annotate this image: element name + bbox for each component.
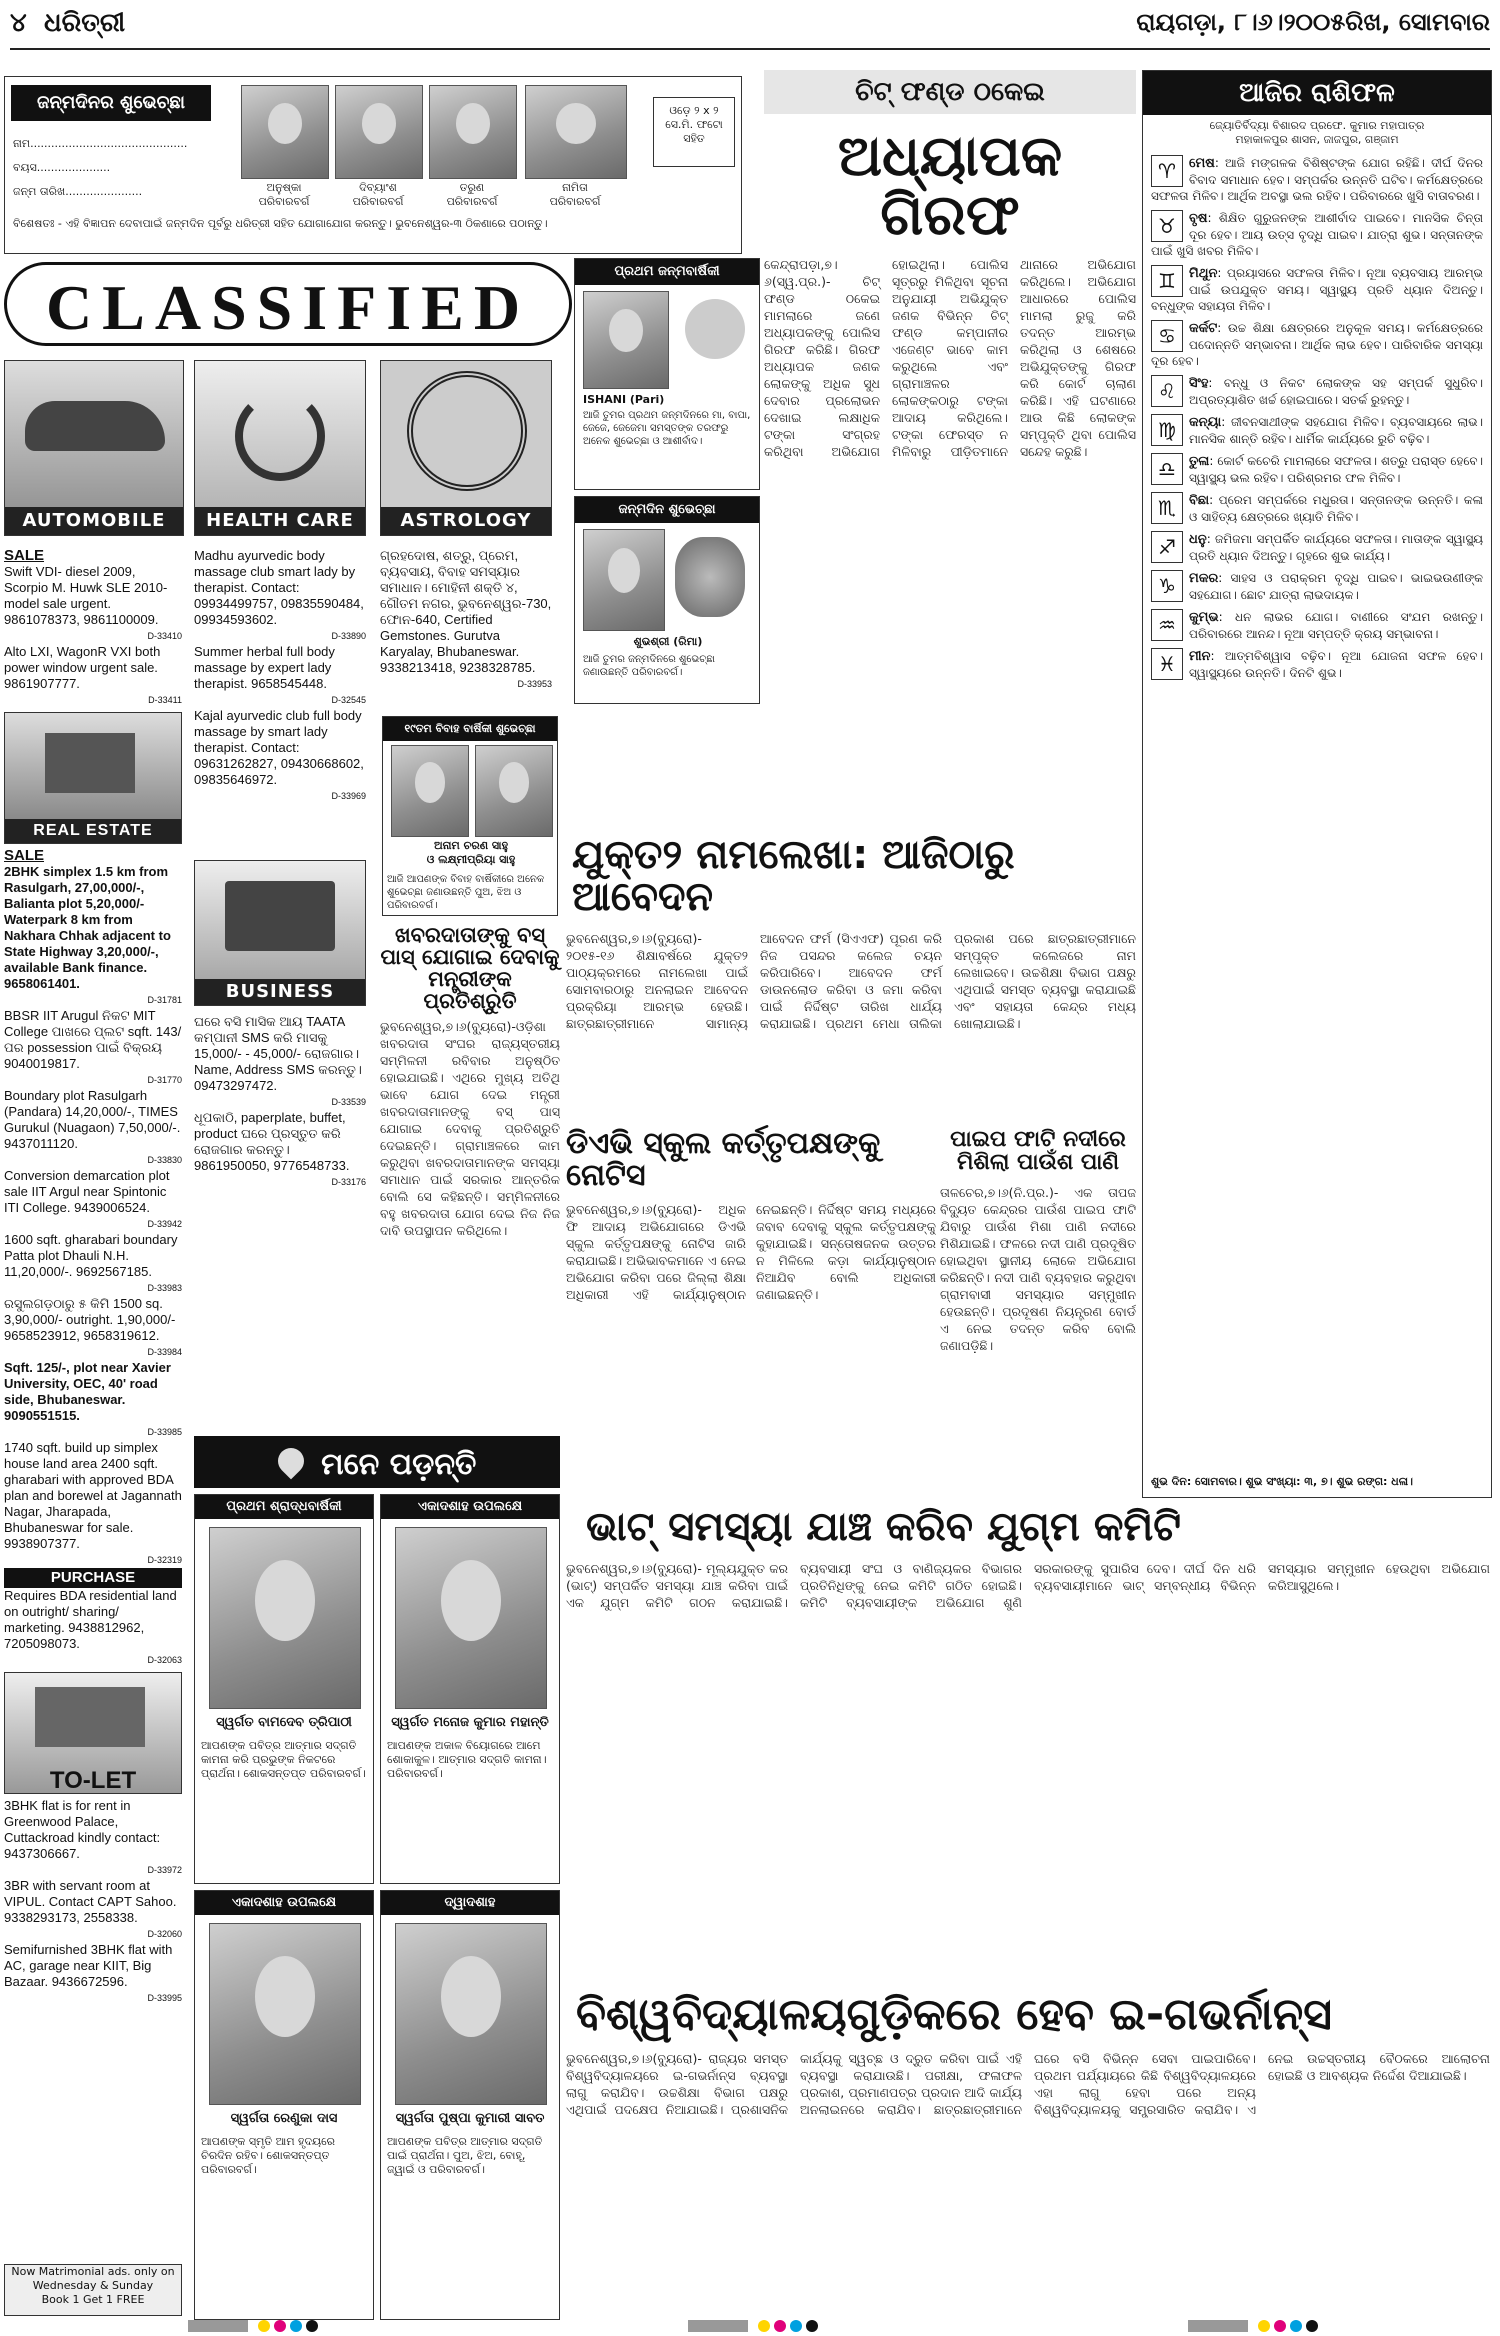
first-birthday-title: ପ୍ରଥମ ଜନ୍ମବାର୍ଷିକୀ	[575, 259, 759, 285]
real-estate-label: REAL ESTATE	[5, 819, 181, 843]
house-icon	[45, 733, 135, 793]
memorial-name: ସ୍ୱର୍ଗତ ମନୋଜ କୁମାର ମହାନ୍ତି	[391, 1715, 549, 1730]
ad-code: D-33890	[331, 631, 366, 641]
rasi-text: ଶିକ୍ଷିତ ଗୁରୁଜନଙ୍କ ଆଶୀର୍ବାଦ ପାଇବେ। ମାନସିକ ଚିନ୍ତା ଦୂର ହେବ। ଆୟ ଉତ୍ସ ବୃଦ୍ଧି ପାଇବ। ଯାତ୍ରା ଶୁଭ। ସନ୍ତାନଙ୍କ ପାଇଁ ଖୁସି ଖବର ମିଳିବ।	[1151, 211, 1483, 258]
rasi-text: ପ୍ରେମ ସମ୍ପର୍କରେ ମଧୁରତା। ସନ୍ତାନଙ୍କ ଉନ୍ନତି। କଳା ଓ ସାହିତ୍ୟ କ୍ଷେତ୍ରରେ ଖ୍ୟାତି ମିଳିବ।	[1189, 493, 1483, 524]
memorial-photo	[395, 1923, 547, 2105]
flowers-icon	[675, 537, 745, 617]
zodiac-sign-icon: ♓	[1151, 648, 1183, 680]
pipe-article	[940, 1124, 1136, 1464]
memorial-photo	[395, 1527, 547, 1709]
rasi-name: ବିଛା	[1189, 493, 1210, 508]
zodiac-sign-icon: ♐	[1151, 531, 1183, 563]
rasi-item: ♌ ସିଂହ: ବନ୍ଧୁ ଓ ନିକଟ ଲୋକଙ୍କ ସହ ସମ୍ପର୍କ ସୁଧୁରିବ। ଅପ୍ରତ୍ୟାଶିତ ଖର୍ଚ୍ଚ ହୋଇପାରେ। ସତର୍କ ରୁହନ୍ତୁ।	[1151, 375, 1483, 408]
rasi-item: ♑ ମକର: ସାହସ ଓ ପରାକ୍ରମ ବୃଦ୍ଧି ପାଇବ। ଭାଇଭଉଣୀଙ୍କ ସହଯୋଗ। ଛୋଟ ଯାତ୍ରା ଲାଭଦାୟକ।	[1151, 570, 1483, 603]
ad-code: D-33942	[147, 1219, 182, 1229]
to-let-tile	[4, 1672, 182, 1794]
rasi-item: ♋ କର୍କଟ: ଉଚ୍ଚ ଶିକ୍ଷା କ୍ଷେତ୍ରରେ ଅନୁକୂଳ ସମୟ। କର୍ମକ୍ଷେତ୍ରରେ ପଦୋନ୍ନତି ସମ୍ଭାବନା। ଆର୍ଥିକ ଲାଭ ହେବ। ପାରିବାରିକ ସମସ୍ୟା ଦୂର ହେବ।	[1151, 321, 1483, 368]
rasi-name: ମିଥୁନ	[1189, 266, 1218, 281]
wedding-text: ଆଜି ଆପଣଙ୍କ ବିବାହ ବାର୍ଷିକୀରେ ଅନେକ ଶୁଭେଚ୍ଛା ଜଣାଉଛନ୍ତି ପୁଅ, ଝିଅ ଓ ପରିବାରବର୍ଗ।	[387, 874, 545, 911]
classified-title: CLASSIFIED	[45, 272, 531, 343]
ad-code: D-32545	[331, 695, 366, 705]
car-icon	[25, 401, 165, 451]
rasi-name: କର୍କଟ	[1189, 321, 1218, 336]
ad-code: D-33953	[517, 679, 552, 689]
rasi-item: ♓ ମୀନ: ଆତ୍ମବିଶ୍ୱାସ ବଢ଼ିବ। ନୂଆ ଯୋଜନା ସଫଳ ହେବ। ସ୍ୱାସ୍ଥ୍ୟରେ ଉନ୍ନତି। ଦିନଟି ଶୁଭ।	[1151, 648, 1483, 681]
dav-body: ଭୁବନେଶ୍ୱର,୭।୬(ବ୍ୟୁରୋ)- ଅଧିକ ଫି ଆଦାୟ ଅଭିଯୋଗରେ ଡିଏଭି ସ୍କୁଲ କର୍ତ୍ତୃପକ୍ଷଙ୍କୁ ନୋଟିସ ଜାରି କରାଯାଇଛି। ଅଭିଭାବକମାନେ ଏ ନେଇ ଅଭିଯୋଗ କରିବା ପରେ ଜିଲ୍ଲା ଶିକ୍ଷା ଅଧିକାରୀ ଏହି କାର୍ଯ୍ୟାନୁଷ୍ଠାନ ନେଇଛନ୍ତି। ନିର୍ଦ୍ଦିଷ୍ଟ ସମୟ ମଧ୍ୟରେ ଜବାବ ଦେବାକୁ ସ୍କୁଲ କର୍ତ୍ତୃପକ୍ଷଙ୍କୁ କୁହାଯାଇଛି। ସନ୍ତୋଷଜନକ ଉତ୍ତର ନ ମିଳିଲେ କଡ଼ା କାର୍ଯ୍ୟାନୁଷ୍ଠାନ ନିଆଯିବ ବୋଲି ଅଧିକାରୀ ଜଣାଇଛନ୍ତି।	[566, 1202, 936, 1302]
ad-code: D-33411	[148, 695, 182, 705]
ad-text: Summer herbal full body massage by expert lady therapist. 9658545448.	[194, 644, 335, 691]
rasi-text: ଧନ ଲାଭର ଯୋଗ। ବାଣୀରେ ସଂଯମ ରଖନ୍ତୁ। ପରିବାରରେ ଆନନ୍ଦ। ନୂଆ ସମ୍ପତ୍ତି କ୍ରୟ ସମ୍ଭାବନା।	[1189, 610, 1483, 641]
ads-column-2	[194, 548, 366, 908]
matrimonial-note: Now Matrimonial ads. only on Wednesday & Sunday Book 1 Get 1 FREE	[4, 2264, 182, 2316]
plus2-headline: ଯୁକ୍ତ୨ ନାମଲେଖା: ଆଜିଠାରୁ ଆବେଦନ	[572, 832, 1015, 920]
rasi-text: ବନ୍ଧୁ ଓ ନିକଟ ଲୋକଙ୍କ ସହ ସମ୍ପର୍କ ସୁଧୁରିବ। ଅପ୍ରତ୍ୟାଶିତ ଖର୍ଚ୍ଚ ହୋଇପାରେ। ସତର୍କ ରୁହନ୍ତୁ।	[1189, 376, 1483, 407]
bhat-article	[566, 1502, 1490, 1982]
ad-code: D-33969	[331, 791, 366, 801]
ad-text: 3BHK flat is for rent in Greenwood Palace, Cuttackroad kindly contact: 9437306667.	[4, 1798, 161, 1861]
groom-photo	[391, 745, 469, 837]
zodiac-sign-icon: ♋	[1151, 320, 1183, 352]
zodiac-sign-icon: ♌	[1151, 375, 1183, 407]
ad-code: D-33410	[147, 631, 182, 641]
bride-photo	[475, 745, 553, 837]
business-tile	[194, 860, 366, 1006]
dav-headline: ଡିଏଭି ସ୍କୁଲ କର୍ତ୍ତୃପକ୍ଷଙ୍କୁ ନୋଟିସ	[566, 1126, 881, 1193]
rasi-text: ସାହସ ଓ ପରାକ୍ରମ ବୃଦ୍ଧି ପାଇବ। ଭାଇଭଉଣୀଙ୍କ ସହଯୋଗ। ଛୋଟ ଯାତ୍ରା ଲାଭଦାୟକ।	[1189, 571, 1483, 602]
pipe-body: ତାଳଚେର,୭।୬(ନି.ପ୍ର.)- ଏକ ତାପଜ ବିଦ୍ୟୁତ କେନ୍ଦ୍ରର ପାଉଁଶ ପାଇପ ଫାଟି ଯିବାରୁ ପାଉଁଶ ମିଶା ପାଣି ନଦୀରେ ମିଶିଯାଇଛି। ଫଳରେ ନଦୀ ପାଣି ପ୍ରଦୂଷିତ ହୋଇଥିବା ସ୍ଥାନୀୟ ଲୋକେ ଅଭିଯୋଗ କରିଛନ୍ତି। ନଦୀ ପାଣି ବ୍ୟବହାର କରୁଥିବା ଗ୍ରାମବାସୀ ସମସ୍ୟାର ସମ୍ମୁଖୀନ ହେଉଛନ୍ତି। ପ୍ରଦୂଷଣ ନିୟନ୍ତ୍ରଣ ବୋର୍ଡ ଏ ନେଇ ତଦନ୍ତ କରିବ ବୋଲି ଜଣାପଡ଼ିଛି।	[940, 1185, 1136, 1354]
rasi-text: ପ୍ରୟାସରେ ସଫଳତା ମିଳିବ। ନୂଆ ବ୍ୟବସାୟ ଆରମ୍ଭ ପାଇଁ ଉପଯୁକ୍ତ ସମୟ। ସ୍ୱାସ୍ଥ୍ୟ ପ୍ରତି ଧ୍ୟାନ ଦିଅନ୍ତୁ। ବନ୍ଧୁଙ୍କ ସହାୟତା ମିଳିବ।	[1151, 266, 1483, 313]
bhat-headline: ଭାଟ୍ ସମସ୍ୟା ଯାଞ୍ଚ କରିବ ଯୁଗ୍ମ କମିଟି	[586, 1504, 1182, 1550]
first-birthday-box	[574, 258, 760, 490]
memorial-text: ଆପଣଙ୍କ ସ୍ମୃତି ଆମ ହୃଦୟରେ ଚିରଦିନ ରହିବ। ଶୋକସନ୍ତପ୍ତ ପରିବାରବର୍ଗ।	[201, 2135, 335, 2176]
photo-size-note: ଓଡ଼େ ୨ x ୨ ସେ.ମି. ଫଟୋ ସହିତ	[653, 97, 735, 167]
memorial-photo	[209, 1527, 361, 1709]
photo-caption-3: ତରୁଣ ପରିବାରବର୍ଗ	[446, 181, 498, 208]
stethoscope-icon	[235, 391, 325, 481]
rasi-text: ଆତ୍ମବିଶ୍ୱାସ ବଢ଼ିବ। ନୂଆ ଯୋଜନା ସଫଳ ହେବ। ସ୍ୱାସ୍ଥ୍ୟରେ ଉନ୍ନତି। ଦିନଟି ଶୁଭ।	[1189, 649, 1483, 680]
memorial-name: ସ୍ୱର୍ଗତା ରେଣୁକା ଦାସ	[230, 2111, 338, 2126]
ad-code: D-33830	[147, 1155, 182, 1165]
ad-code: D-32060	[147, 1929, 182, 1939]
ad-code: D-32319	[147, 1555, 182, 1565]
rasi-name: ଧନୁ	[1189, 532, 1207, 547]
rasi-name: ବୃଷ	[1189, 211, 1208, 226]
child-photo	[583, 291, 669, 389]
rasi-name: ମକର	[1189, 571, 1219, 586]
ad-text: Semifurnished 3BHK flat with AC, garage near KIIT, Big Bazaar. 9436672596.	[4, 1942, 173, 1989]
automobile-label: AUTOMOBILE	[5, 507, 183, 535]
memorial-item-title: ଏକାଦଶାହ ଉପଲକ୍ଷେ	[381, 1495, 559, 1519]
astrology-tile	[380, 360, 552, 536]
birthday-greetings-title: ଜନ୍ମଦିନର ଶୁଭେଚ୍ଛା	[11, 85, 211, 121]
registration-bar-1	[180, 2317, 320, 2336]
masthead-rule	[10, 48, 1490, 50]
photo-caption-4: ନାମିତା ପରିବାରବର୍ଗ	[549, 181, 601, 208]
memorial-item-2	[380, 1494, 560, 1884]
memorial-photo	[209, 1923, 361, 2105]
ad-text: Kajal ayurvedic club full body massage by smart lady therapist. Contact: 09631262827, 09430668602, 09835646972.	[194, 708, 364, 787]
memorial-banner	[194, 1436, 560, 1488]
first-birthday-text: ଆଜି ତୁମର ପ୍ରଥମ ଜନ୍ମଦିନରେ ମା, ବାପା, ଜେଜେ, ଜେଜେମା ସମସ୍ତଙ୍କ ତରଫରୁ ଅନେକ ଶୁଭେଚ୍ଛା ଓ ଆଶୀର୍ବାଦ।	[583, 410, 751, 447]
zodiac-sign-icon: ♈	[1151, 155, 1183, 187]
chit-fund-kicker: ଚିଟ୍ ଫଣ୍ଡ ଠକେଇ	[764, 70, 1136, 114]
ad-text: ଘରେ ବସି ମାସିକ ଆୟ TAATA କମ୍ପାନୀ SMS କରି ମାସକୁ 15,000/- - 45,000/- ରୋଜଗାର। Name, Address SMS କରନ୍ତୁ। 09473297472.	[194, 1014, 362, 1093]
zodiac-sign-icon: ♉	[1151, 210, 1183, 242]
classified-banner	[4, 262, 572, 346]
ad-text: Boundary plot Rasulgarh (Pandara) 14,20,000/-, TIMES Gurukul (Nuagaon) 7,50,000/-. 9437011120.	[4, 1088, 181, 1151]
ad-text: Swift VDI- diesel 2009, Scorpio M. Huwk SLE 2010- model sale urgent. 9861078373, 9861100009.	[4, 564, 168, 627]
zodiac-sign-icon: ♍	[1151, 414, 1183, 446]
real-estate-tile	[4, 712, 182, 844]
dav-article	[566, 1124, 936, 1464]
astrologer-credit: ଜ୍ୟୋତିର୍ବିଦ୍ୟା ବିଶାରଦ ପ୍ରଫେ. କୁମାର ମହାପାତ୍ର ମହାକାଳପୁର ଶାସନ, ଜାଜପୁର, ଗଞ୍ଜାମ	[1209, 119, 1425, 146]
ad-code: D-33176	[331, 1177, 366, 1187]
memorial-text: ଆପଣଙ୍କ ପବିତ୍ର ଆତ୍ମାର ସଦ୍ଗତି କାମନା କରି ପ୍ରଭୁଙ୍କ ନିକଟରେ ପ୍ରାର୍ଥନା। ଶୋକସନ୍ତପ୍ତ ପରିବାରବର୍ଗ।	[201, 1739, 366, 1780]
health-care-label: HEALTH CARE	[195, 507, 365, 535]
birthday-2-title: ଜନ୍ମଦିନ ଶୁଭେଚ୍ଛା	[575, 497, 759, 523]
diya-icon	[272, 1443, 309, 1480]
ad-sale-head-1: SALE	[4, 548, 45, 564]
house-icon	[35, 1687, 145, 1747]
horoscope-footer: ଶୁଭ ଦିନ: ସୋମବାର। ଶୁଭ ସଂଖ୍ୟା: ୩, ୭। ଶୁଭ ରଙ୍ଗ: ଧଳା।	[1151, 1475, 1413, 1488]
birthday-2-name: ଶୁଭଶ୍ରୀ (ରିମା)	[633, 635, 703, 648]
zodiac-sign-icon: ♊	[1151, 265, 1183, 297]
ad-code: D-32063	[147, 1655, 182, 1665]
balloons-icon	[685, 299, 745, 359]
couple-names: ଅନାମ ଚରଣ ସାହୁ ଓ ଲକ୍ଷ୍ମୀପ୍ରିୟା ସାହୁ	[426, 839, 516, 866]
rasi-text: ଜମିଜମା ସମ୍ପର୍କିତ କାର୍ଯ୍ୟରେ ସଫଳତା। ମାତାଙ୍କ ସ୍ୱାସ୍ଥ୍ୟ ପ୍ରତି ଧ୍ୟାନ ଦିଅନ୍ତୁ। ଗୃହରେ ଶୁଭ କାର୍ଯ୍ୟ।	[1189, 532, 1483, 563]
rasi-name: ମୀନ	[1189, 649, 1211, 664]
birthday-footnote: ବିଶେଷତଃ - ଏହି ବିଜ୍ଞାପନ ଦେବାପାଇଁ ଜନ୍ମଦିନ ପୂର୍ବରୁ ଧରିତ୍ରୀ ସହିତ ଯୋଗାଯୋଗ କରନ୍ତୁ। ଭୁବନେଶ୍ୱର-୩ ଠିକଣାରେ ପଠାନ୍ତୁ।	[13, 217, 548, 230]
ad-text: ଧୂପକାଠି, paperplate, buffet, product ଘରେ ପ୍ରସ୍ତୁତ କରି ରୋଜଗାର କରନ୍ତୁ। 9861950050, 9776548733.	[194, 1110, 350, 1173]
zodiac-sign-icon: ♏	[1151, 492, 1183, 524]
name-field: ନାମ.............................................	[13, 137, 188, 150]
memorial-text: ଆପଣଙ୍କ ପବିତ୍ର ଆତ୍ମାର ସଦ୍ଗତି ପାଇଁ ପ୍ରାର୍ଥନା। ପୁଅ, ଝିଅ, ବୋହୂ, ଜ୍ୱାଇଁ ଓ ପରିବାରବର୍ଗ।	[387, 2135, 543, 2176]
rasi-name: ତୁଳା	[1189, 454, 1210, 469]
horoscope-list	[1143, 151, 1491, 691]
ad-text: Sqft. 125/-, plot near Xavier University, OEC, 40' road side, Bhubaneswar. 9090551515.	[4, 1360, 171, 1423]
zodiac-sign-icon: ♎	[1151, 453, 1183, 485]
child-photo-3	[429, 85, 517, 179]
rasi-item: ♎ ତୁଳା: କୋର୍ଟ କଚେରି ମାମଲାରେ ସଫଳତା। ଶତ୍ରୁ ପରାସ୍ତ ହେବେ। ସ୍ୱାସ୍ଥ୍ୟ ଭଲ ରହିବ। ପରିଶ୍ରମର ଫଳ ମିଳିବ।	[1151, 453, 1483, 486]
age-field: ବୟସ.....................	[13, 161, 111, 174]
pipe-headline: ପାଇପ ଫାଟି ନଦୀରେ ମିଶିଲା ପାଉଁଶ ପାଣି	[950, 1127, 1126, 1176]
laptop-icon	[225, 881, 335, 951]
rasi-text: କୋର୍ଟ କଚେରି ମାମଲାରେ ସଫଳତା। ଶତ୍ରୁ ପରାସ୍ତ ହେବେ। ସ୍ୱାସ୍ଥ୍ୟ ଭଲ ରହିବ। ପରିଶ୍ରମର ଫଳ ମିଳିବ।	[1189, 454, 1483, 485]
registration-bar-3	[1180, 2317, 1320, 2336]
rasi-text: ଜୀବନସାଥୀଙ୍କ ସହଯୋଗ ମିଳିବ। ବ୍ୟବସାୟରେ ଲାଭ। ମାନସିକ ଶାନ୍ତି ରହିବ। ଧାର୍ମିକ କାର୍ଯ୍ୟରେ ରୁଚି ବଢ଼ିବ।	[1189, 415, 1483, 446]
astrology-ad	[380, 548, 552, 728]
photo-caption-2: ଦିବ୍ୟାଂଶ ପରିବାରବର୍ଗ	[352, 181, 404, 208]
memorial-title: ମନେ ପଡ଼ନ୍ତି	[321, 1447, 477, 1482]
child-name: ISHANI (Pari)	[583, 393, 665, 406]
wedding-title: ୧୯ତମ ବିବାହ ବାର୍ଷିକୀ ଶୁଭେଚ୍ଛା	[383, 717, 557, 741]
ad-text: Alto LXI, WagonR VXI both power window urgent sale. 9861907777.	[4, 644, 161, 691]
ad-code: D-31781	[147, 995, 182, 1005]
ad-code: D-31770	[147, 1075, 182, 1085]
rasi-text: ଆଜି ମଙ୍ଗଳକ ବିଶିଷ୍ଟଙ୍କ ଯୋଗ ରହିଛି। ଦୀର୍ଘ ଦିନର ବିବାଦ ସମାଧାନ ହେବ। ସମ୍ପର୍କର ଉନ୍ନତି ଘଟିବ। କର୍ମକ୍ଷେତ୍ରରେ ସଫଳତା ମିଳିବ। ଆର୍ଥିକ ଅବସ୍ଥା ଭଲ ରହିବ। ପରିବାରରେ ଖୁସି ବାତାବରଣ।	[1151, 156, 1483, 203]
rasi-item: ♏ ବିଛା: ପ୍ରେମ ସମ୍ପର୍କରେ ମଧୁରତା। ସନ୍ତାନଙ୍କ ଉନ୍ନତି। କଳା ଓ ସାହିତ୍ୟ କ୍ଷେତ୍ରରେ ଖ୍ୟାତି ମିଳିବ।	[1151, 492, 1483, 525]
memorial-item-title: ଏକାଦଶାହ ଉପଲକ୍ଷେ	[195, 1891, 373, 1915]
child-photo-1	[241, 85, 329, 179]
memorial-name: ସ୍ୱର୍ଗତା ପୁଷ୍ପା କୁମାରୀ ସାବତ	[395, 2111, 545, 2126]
ad-sale-head-2: SALE	[4, 847, 45, 864]
rasi-name: ସିଂହ	[1189, 376, 1209, 391]
zodiac-sign-icon: ♑	[1151, 570, 1183, 602]
purchase-head: PURCHASE	[4, 1568, 182, 1588]
birthday-2-text: ଆଜି ତୁମର ଜନ୍ମଦିନରେ ଶୁଭେଚ୍ଛା ଜଣାଉଛନ୍ତି ପରିବାରବର୍ଗ।	[583, 654, 716, 678]
egov-article	[566, 1990, 1490, 2308]
ad-text: ରସୁଲଗଡ଼ଠାରୁ ୫ କିମି 1500 sq. 3,90,000/- outright. 1,90,000/- 9658523912, 9658319612.	[4, 1296, 176, 1343]
registration-marks	[0, 2318, 1500, 2334]
horoscope-box	[1142, 70, 1492, 1498]
memorial-item-4	[380, 1890, 560, 2320]
plus2-body: ଭୁବନେଶ୍ୱର,୭।୬(ବ୍ୟୁରୋ)- ୨୦୧୫-୧୬ ଶିକ୍ଷାବର୍ଷରେ ଯୁକ୍ତ୨ ପାଠ୍ୟକ୍ରମରେ ନାମଲେଖା ପାଇଁ ସୋମବାରଠାରୁ ଅନଲାଇନ ଆବେଦନ ପ୍ରକ୍ରିୟା ଆରମ୍ଭ ହେଉଛି। ଛାତ୍ରଛାତ୍ରୀମାନେ ସାମାନ୍ୟ ଆବେଦନ ଫର୍ମ (ସିଏଏଫ) ପୂରଣ କରି ନିଜ ପସନ୍ଦର କଲେଜ ଚୟନ କରିପାରିବେ। ଆବେଦନ ଫର୍ମ ଡାଉନଲୋଡ କରିବା ଓ ଜମା କରିବା ପାଇଁ ନିର୍ଦ୍ଦିଷ୍ଟ ତାରିଖ ଧାର୍ଯ୍ୟ କରାଯାଇଛି। ପ୍ରଥମ ମେଧା ତାଲିକା ପ୍ରକାଶ ପରେ ଛାତ୍ରଛାତ୍ରୀମାନେ ସମ୍ପୃକ୍ତ କଲେଜରେ ନାମ ଲେଖାଇବେ। ଉଚ୍ଚଶିକ୍ଷା ବିଭାଗ ପକ୍ଷରୁ ଏଥିପାଇଁ ସମସ୍ତ ବ୍ୟବସ୍ଥା କରାଯାଇଛି ଏବଂ ସହାୟତା କେନ୍ଦ୍ର ମଧ୍ୟ ଖୋଲାଯାଇଛି।	[566, 931, 1136, 1031]
memorial-item-title: ଦ୍ୱାଦଶାହ	[381, 1891, 559, 1915]
zodiac-wheel-icon	[407, 371, 527, 491]
ad-code: D-33972	[147, 1865, 182, 1875]
child-photo-2	[335, 85, 423, 179]
memorial-item-3	[194, 1890, 374, 2320]
photo-caption-1: ଅନୁଷ୍କା ପରିବାରବର୍ଗ	[258, 181, 310, 208]
health-care-tile	[194, 360, 366, 536]
reporters-headline: ଖବରଦାତାଙ୍କୁ ବସ୍ ପାସ୍ ଯୋଗାଇ ଦେବାକୁ ମନ୍ତ୍ରୀଙ୍କ ପ୍ରତିଶ୍ରୁତି	[380, 923, 560, 1014]
horoscope-title: ଆଜିର ରାଶିଫଳ	[1143, 71, 1491, 115]
dob-field: ଜନ୍ମ ତାରିଖ......................	[13, 185, 143, 198]
rasi-name: କୁମ୍ଭ	[1189, 610, 1219, 625]
ad-text: 3BR with servant room at VIPUL. Contact CAPT Sahoo. 9338293173, 2558338.	[4, 1878, 177, 1925]
rasi-name: ମେଷ	[1189, 156, 1215, 171]
ad-text: Requires BDA residential land on outright/ sharing/ marketing. 9438812962, 7205098073.	[4, 1588, 177, 1651]
chit-fund-headline: ଅଧ୍ୟାପକ ଗିରଫ	[837, 124, 1063, 248]
ad-code: D-33985	[147, 1427, 182, 1437]
dateline: ରାୟଗଡ଼ା, ୮।୬।୨୦୦୫ରିଖ, ସୋମବାର	[1136, 8, 1490, 36]
zodiac-sign-icon: ♒	[1151, 609, 1183, 641]
reporters-body: ଭୁବନେଶ୍ୱର,୭।୬(ବ୍ୟୁରୋ)-ଓଡ଼ିଶା ଖବରଦାତା ସଂଘର ରାଜ୍ୟସ୍ତରୀୟ ସମ୍ମିଳନୀ ରବିବାର ଅନୁଷ୍ଠିତ ହୋଇଯାଇଛି। ଏଥିରେ ମୁଖ୍ୟ ଅତିଥି ଭାବେ ଯୋଗ ଦେଇ ମନ୍ତ୍ରୀ ଖବରଦାତାମାନଙ୍କୁ ବସ୍ ପାସ୍ ଯୋଗାଇ ଦେବାକୁ ପ୍ରତିଶ୍ରୁତି ଦେଇଛନ୍ତି। ଗ୍ରାମାଞ୍ଚଳରେ କାମ କରୁଥିବା ଖବରଦାତାମାନଙ୍କ ସମସ୍ୟା ସମାଧାନ ପାଇଁ ସରକାର ଆନ୍ତରିକ ବୋଲି ସେ କହିଛନ୍ତି। ସମ୍ମିଳନୀରେ ବହୁ ଖବରଦାତା ଯୋଗ ଦେଇ ନିଜ ନିଜ ଦାବି ଉପସ୍ଥାପନ କରିଥିଲେ।	[380, 1019, 560, 1239]
ad-text: BBSR IIT Arugul ନିକଟ MIT College ପାଖରେ ପ୍ଲଟ sqft. 143/ ପର possession ପାଇଁ ବିକ୍ରୟ 9040019817.	[4, 1008, 182, 1071]
birthday-greeting-2	[574, 496, 760, 704]
rasi-item: ♉ ବୃଷ: ଶିକ୍ଷିତ ଗୁରୁଜନଙ୍କ ଆଶୀର୍ବାଦ ପାଇବେ। ମାନସିକ ଚିନ୍ତା ଦୂର ହେବ। ଆୟ ଉତ୍ସ ବୃଦ୍ଧି ପାଇବ। ଯାତ୍ରା ଶୁଭ। ସନ୍ତାନଙ୍କ ପାଇଁ ଖୁସି ଖବର ମିଳିବ।	[1151, 211, 1483, 258]
rasi-item: ♍ କନ୍ୟା: ଜୀବନସାଥୀଙ୍କ ସହଯୋଗ ମିଳିବ। ବ୍ୟବସାୟରେ ଲାଭ। ମାନସିକ ଶାନ୍ତି ରହିବ। ଧାର୍ମିକ କାର୍ଯ୍ୟରେ ରୁଚି ବଢ଼ିବ।	[1151, 414, 1483, 447]
automobile-tile	[4, 360, 184, 536]
egov-body: ଭୁବନେଶ୍ୱର,୭।୬(ବ୍ୟୁରୋ)- ରାଜ୍ୟର ସମସ୍ତ ବିଶ୍ୱବିଦ୍ୟାଳୟରେ ଇ-ଗଭର୍ନାନ୍ସ ବ୍ୟବସ୍ଥା ଲାଗୁ କରାଯିବ। ଉଚ୍ଚଶିକ୍ଷା ବିଭାଗ ପକ୍ଷରୁ ଏଥିପାଇଁ ପଦକ୍ଷେପ ନିଆଯାଇଛି। ପ୍ରଶାସନିକ କାର୍ଯ୍ୟକୁ ସ୍ୱଚ୍ଛ ଓ ଦ୍ରୁତ କରିବା ପାଇଁ ଏହି ବ୍ୟବସ୍ଥା କରାଯାଉଛି। ପରୀକ୍ଷା, ଫଳାଫଳ ପ୍ରକାଶ, ପ୍ରମାଣପତ୍ର ପ୍ରଦାନ ଆଦି କାର୍ଯ୍ୟ ଅନଲାଇନରେ କରାଯିବ। ଛାତ୍ରଛାତ୍ରୀମାନେ ଘରେ ବସି ବିଭିନ୍ନ ସେବା ପାଇପାରିବେ। ପ୍ରଥମ ପର୍ଯ୍ୟାୟରେ କିଛି ବିଶ୍ୱବିଦ୍ୟାଳୟରେ ଏହା ଲାଗୁ ହେବା ପରେ ଅନ୍ୟ ବିଶ୍ୱବିଦ୍ୟାଳୟକୁ ସମ୍ପ୍ରସାରିତ କରାଯିବ। ଏ ନେଇ ଉଚ୍ଚସ୍ତରୀୟ ବୈଠକରେ ଆଲୋଚନା ହୋଇଛି ଓ ଆବଶ୍ୟକ ନିର୍ଦ୍ଦେଶ ଦିଆଯାଇଛି।	[566, 2051, 1490, 2118]
masthead	[10, 6, 1490, 46]
rasi-item: ♐ ଧନୁ: ଜମିଜମା ସମ୍ପର୍କିତ କାର୍ଯ୍ୟରେ ସଫଳତା। ମାତାଙ୍କ ସ୍ୱାସ୍ଥ୍ୟ ପ୍ରତି ଧ୍ୟାନ ଦିଅନ୍ତୁ। ଗୃହରେ ଶୁଭ କାର୍ଯ୍ୟ।	[1151, 531, 1483, 564]
plus2-article	[566, 826, 1136, 1116]
ad-text: 2BHK simplex 1.5 km from Rasulgarh, 27,00,000/-, Balianta plot 5,20,000/- Waterpark 8 km from Nakhara Chhak adjacent to State Highway 3,20,000/-, available Bank finance. 9658061401.	[4, 864, 171, 991]
page-number: ୪	[10, 8, 27, 38]
rasi-item: ♒ କୁମ୍ଭ: ଧନ ଲାଭର ଯୋଗ। ବାଣୀରେ ସଂଯମ ରଖନ୍ତୁ। ପରିବାରରେ ଆନନ୍ଦ। ନୂଆ ସମ୍ପତ୍ତି କ୍ରୟ ସମ୍ଭାବନା।	[1151, 609, 1483, 642]
ad-text: ଗ୍ରହଦୋଷ, ଶତ୍ରୁ, ପ୍ରେମ, ବ୍ୟବସାୟ, ବିବାହ ସମସ୍ୟାର ସମାଧାନ। ମୋହିନୀ ଶକ୍ତି ୪, ଗୌତମ ନଗର, ଭୁବନେଶ୍ୱର-730, ଫୋନ-640, Certified Gemstones. Gurutva Karyalay, Bhubaneswar. 9338213418, 9238328785.	[380, 548, 552, 675]
bhat-body: ଭୁବନେଶ୍ୱର,୭।୬(ବ୍ୟୁରୋ)- ମୂଲ୍ୟଯୁକ୍ତ କର (ଭାଟ୍) ସମ୍ପର୍କିତ ସମସ୍ୟା ଯାଞ୍ଚ କରିବା ପାଇଁ ଏକ ଯୁଗ୍ମ କମିଟି ଗଠନ କରାଯାଇଛି। ବ୍ୟବସାୟୀ ସଂଘ ଓ ବାଣିଜ୍ୟକର ବିଭାଗର ପ୍ରତିନିଧିଙ୍କୁ ନେଇ କମିଟି ଗଠିତ ହୋଇଛି। କମିଟି ବ୍ୟବସାୟୀଙ୍କ ଅଭିଯୋଗ ଶୁଣି ସରକାରଙ୍କୁ ସୁପାରିସ ଦେବ। ଦୀର୍ଘ ଦିନ ଧରି ବ୍ୟବସାୟୀମାନେ ଭାଟ୍ ସମ୍ବନ୍ଧୀୟ ବିଭିନ୍ନ ସମସ୍ୟାର ସମ୍ମୁଖୀନ ହେଉଥିବା ଅଭିଯୋଗ କରିଆସୁଥିଲେ।	[566, 1561, 1490, 1610]
rasi-name: କନ୍ୟା	[1189, 415, 1222, 430]
memorial-item-1	[194, 1494, 374, 1884]
ad-text: Madhu ayurvedic body massage club smart lady by therapist. Contact: 09934499757, 09835590484, 09934593602.	[194, 548, 364, 627]
adult-photo-4	[525, 85, 627, 179]
chit-fund-article	[764, 70, 1136, 820]
rasi-item: ♈ ମେଷ: ଆଜି ମଙ୍ଗଳକ ବିଶିଷ୍ଟଙ୍କ ଯୋଗ ରହିଛି। ଦୀର୍ଘ ଦିନର ବିବାଦ ସମାଧାନ ହେବ। ସମ୍ପର୍କର ଉନ୍ନତି ଘଟିବ। କର୍ମକ୍ଷେତ୍ରରେ ସଫଳତା ମିଳିବ। ଆର୍ଥିକ ଅବସ୍ଥା ଭଲ ରହିବ। ପରିବାରରେ ଖୁସି ବାତାବରଣ।	[1151, 156, 1483, 203]
registration-bar-2	[680, 2317, 820, 2336]
paper-name: ଧରିତ୍ରୀ	[44, 8, 126, 38]
reporters-article	[380, 924, 560, 1429]
business-label: BUSINESS	[195, 979, 365, 1005]
ads-column-2-lower	[194, 1014, 366, 1314]
person-photo	[583, 529, 665, 631]
ad-text: 1600 sqft. gharabari boundary Patta plot Dhauli N.H. 11,20,000/-. 9692567185.	[4, 1232, 178, 1279]
memorial-item-title: ପ୍ରଥମ ଶ୍ରାଦ୍ଧବାର୍ଷିକୀ	[195, 1495, 373, 1519]
ads-column-1	[4, 548, 182, 2318]
chit-fund-body: କେନ୍ଦ୍ରାପଡ଼ା,୭।୬(ସ୍ୱ.ପ୍ର.)- ଚିଟ୍ ଫଣ୍ଡ ଠକେଇ ମାମଲାରେ ଜଣେ ଅଧ୍ୟାପକଙ୍କୁ ପୋଲିସ ଗିରଫ କରିଛି। ଗିରଫ ଅଧ୍ୟାପକ ଜଣକ ଲୋକଙ୍କୁ ଅଧିକ ସୁଧ ଦେବାର ପ୍ରଲୋଭନ ଦେଖାଇ ଲକ୍ଷାଧିକ ଟଙ୍କା ସଂଗ୍ରହ କରିଥିବା ଅଭିଯୋଗ ହୋଇଥିଲା। ପୋଲିସ ସୂତ୍ରରୁ ମିଳିଥିବା ସୂଚନା ଅନୁଯାୟୀ ଅଭିଯୁକ୍ତ ଜଣକ ବିଭିନ୍ନ ଚିଟ୍ ଫଣ୍ଡ କମ୍ପାନୀର ଏଜେଣ୍ଟ ଭାବେ କାମ କରୁଥିଲେ ଏବଂ ଗ୍ରାମାଞ୍ଚଳର ଲୋକଙ୍କଠାରୁ ଟଙ୍କା ଆଦାୟ କରିଥିଲେ। ଟଙ୍କା ଫେରସ୍ତ ନ ମିଳିବାରୁ ପୀଡ଼ିତମାନେ ଥାନାରେ ଅଭିଯୋଗ କରିଥିଲେ। ଅଭିଯୋଗ ଆଧାରରେ ପୋଲିସ ମାମଲା ରୁଜୁ କରି ତଦନ୍ତ ଆରମ୍ଭ କରିଥିଲା ଓ ଶେଷରେ ଅଭିଯୁକ୍ତଙ୍କୁ ଗିରଫ କରି କୋର୍ଟ ଚାଲାଣ କରିଛି। ଏହି ଘଟଣାରେ ଆଉ କିଛି ଲୋକଙ୍କ ସମ୍ପୃକ୍ତି ଥିବା ପୋଲିସ ସନ୍ଦେହ କରୁଛି।	[764, 256, 1136, 459]
ad-text: Conversion demarcation plot sale IIT Argul near Spintonic ITI College. 9439006524.	[4, 1168, 170, 1215]
ad-code: D-33983	[147, 1283, 182, 1293]
rasi-item: ♊ ମିଥୁନ: ପ୍ରୟାସରେ ସଫଳତା ମିଳିବ। ନୂଆ ବ୍ୟବସାୟ ଆରମ୍ଭ ପାଇଁ ଉପଯୁକ୍ତ ସମୟ। ସ୍ୱାସ୍ଥ୍ୟ ପ୍ରତି ଧ୍ୟାନ ଦିଅନ୍ତୁ। ବନ୍ଧୁଙ୍କ ସହାୟତା ମିଳିବ।	[1151, 266, 1483, 313]
ad-text: 1740 sqft. build up simplex house land area 2400 sqft. gharabari with approved BDA plan and borewel at Jagannath Nagar, Jharapada, Bhubaneswar for sale. 9938907377.	[4, 1440, 182, 1551]
wedding-anniversary-box	[382, 716, 558, 916]
astrology-label: ASTROLOGY	[381, 507, 551, 535]
to-let-label: TO-LET	[49, 1767, 137, 1794]
egov-headline: ବିଶ୍ୱବିଦ୍ୟାଳୟଗୁଡ଼ିକରେ ହେବ ଇ-ଗଭର୍ନାନ୍ସ	[576, 1989, 1332, 2040]
ad-code: D-33984	[147, 1347, 182, 1357]
ad-code: D-33539	[331, 1097, 366, 1107]
rasi-text: ଉଚ୍ଚ ଶିକ୍ଷା କ୍ଷେତ୍ରରେ ଅନୁକୂଳ ସମୟ। କର୍ମକ୍ଷେତ୍ରରେ ପଦୋନ୍ନତି ସମ୍ଭାବନା। ଆର୍ଥିକ ଲାଭ ହେବ। ପାରିବାରିକ ସମସ୍ୟା ଦୂର ହେବ।	[1151, 321, 1483, 368]
birthday-greetings-box	[4, 76, 742, 254]
memorial-name: ସ୍ୱର୍ଗତ ବାମଦେବ ତ୍ରିପାଠୀ	[216, 1715, 352, 1730]
memorial-text: ଆପଣଙ୍କ ଅକାଳ ବିୟୋଗରେ ଆମେ ଶୋକାକୁଳ। ଆତ୍ମାର ସଦ୍ଗତି କାମନା। ପରିବାରବର୍ଗ।	[387, 1739, 547, 1780]
ad-code: D-33995	[147, 1993, 182, 2003]
